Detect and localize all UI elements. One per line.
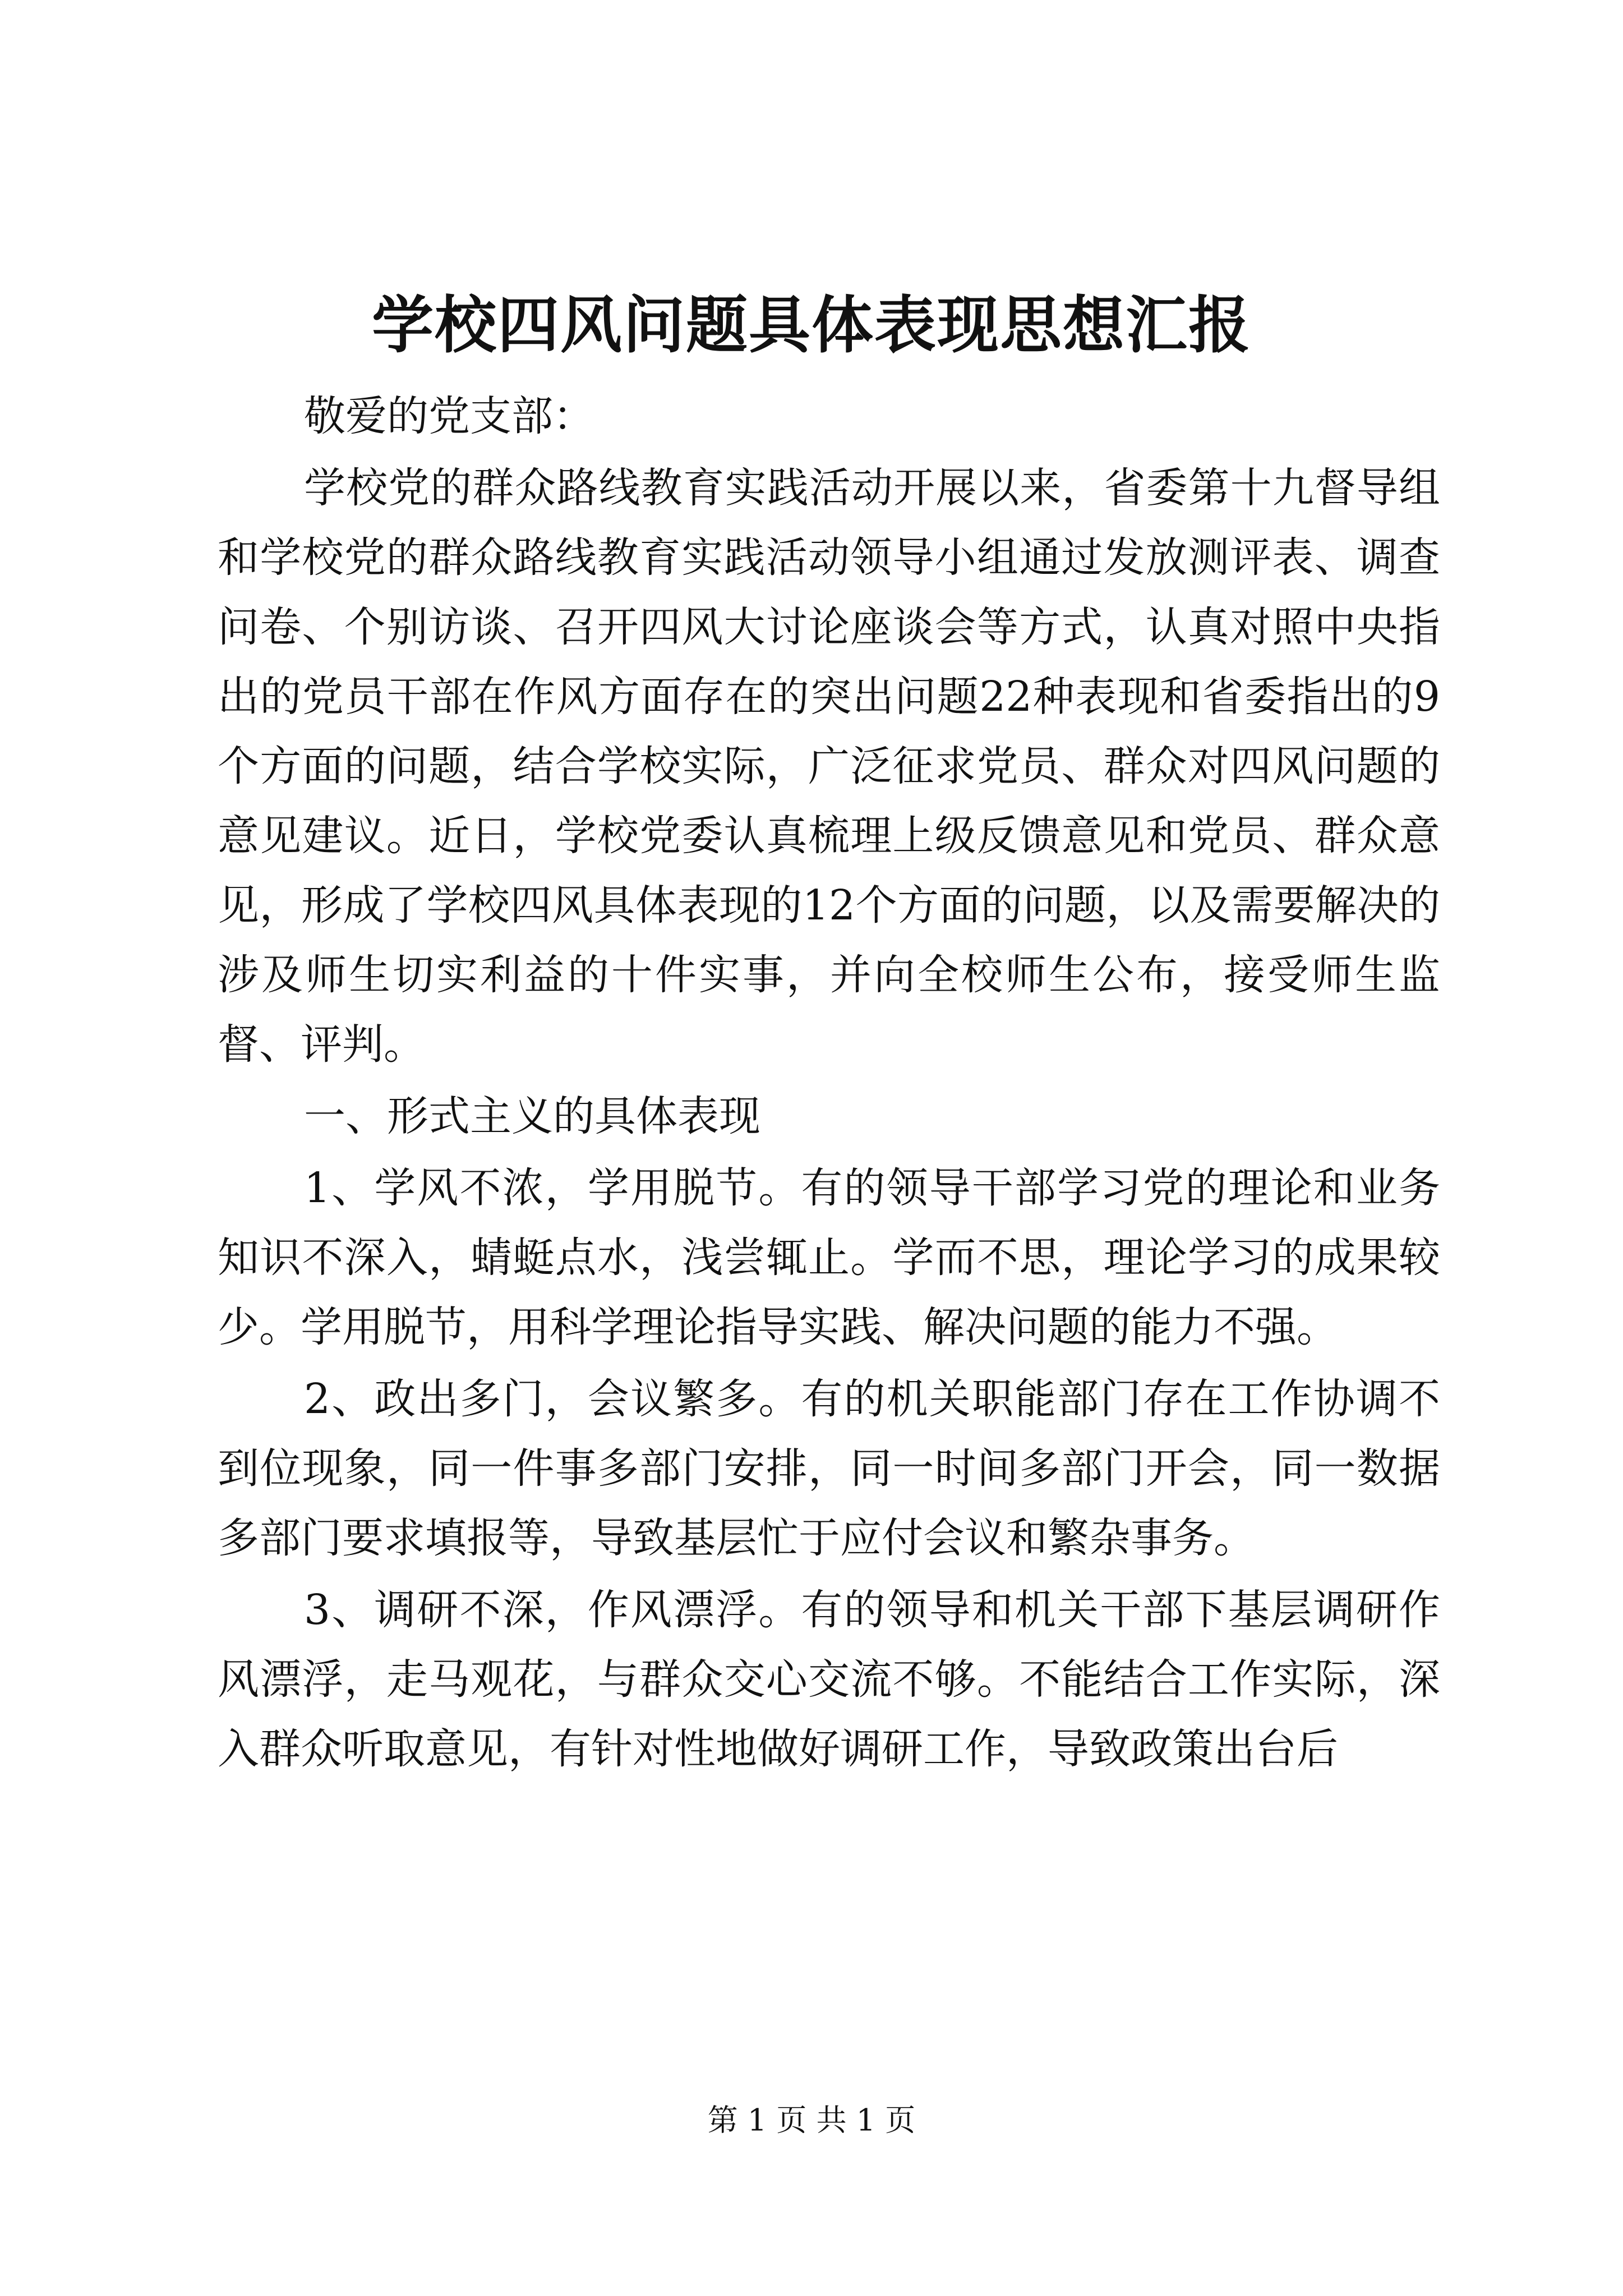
paragraph-item-2: 2、政出多门，会议繁多。有的机关职能部门存在工作协调不到位现象，同一件事多部门安排，同一时间多部门开会，同一数据多部门要求填报等，导致基层忙于应付会议和繁杂事务。 <box>218 1375 1440 1562</box>
paragraph-item-3: 3、调研不深，作风漂浮。有的领导和机关干部下基层调研作风漂浮，走马观花，与群众交心交流不够。不能结合工作实际，深入群众听取意见，有针对性地做好调研工作，导致政策出台后 <box>218 1586 1440 1773</box>
document-body <box>218 381 1440 1784</box>
salutation: 敬爱的党支部： <box>304 392 594 440</box>
document-title: 学校四风问题具体表现思想汇报 <box>372 289 1251 361</box>
section-heading: 一、形式主义的具体表现 <box>304 1092 760 1140</box>
page-number-footer: 第 1 页 共 1 页 <box>707 2102 916 2138</box>
paragraph-item-1: 1、学风不浓，学用脱节。有的领导干部学习党的理论和业务知识不深入，蜻蜓点水，浅尝辄止。学而不思，理论学习的成果较少。学用脱节，用科学理论指导实践、解决问题的能力不强。 <box>218 1164 1440 1351</box>
paragraph-intro: 学校党的群众路线教育实践活动开展以来，省委第十九督导组和学校党的群众路线教育实践活动领导小组通过发放测评表、调查问卷、个别访谈、召开四风大讨论座谈会等方式，认真对照中央指出的党员干部在作风方面存在的突出问题22种表现和省委指出的9个方面的问题，结合学校实际，广泛征求党员、群众对四风问题的意见建议。近日，学校党委认真梳理上级反馈意见和党员、群众意见，形成了学校四风具体表现的12个方面的问题，以及需要解决的涉及师生切实利益的十件实事，并向全校师生公布，接受师生监督、评判。 <box>218 464 1440 1069</box>
